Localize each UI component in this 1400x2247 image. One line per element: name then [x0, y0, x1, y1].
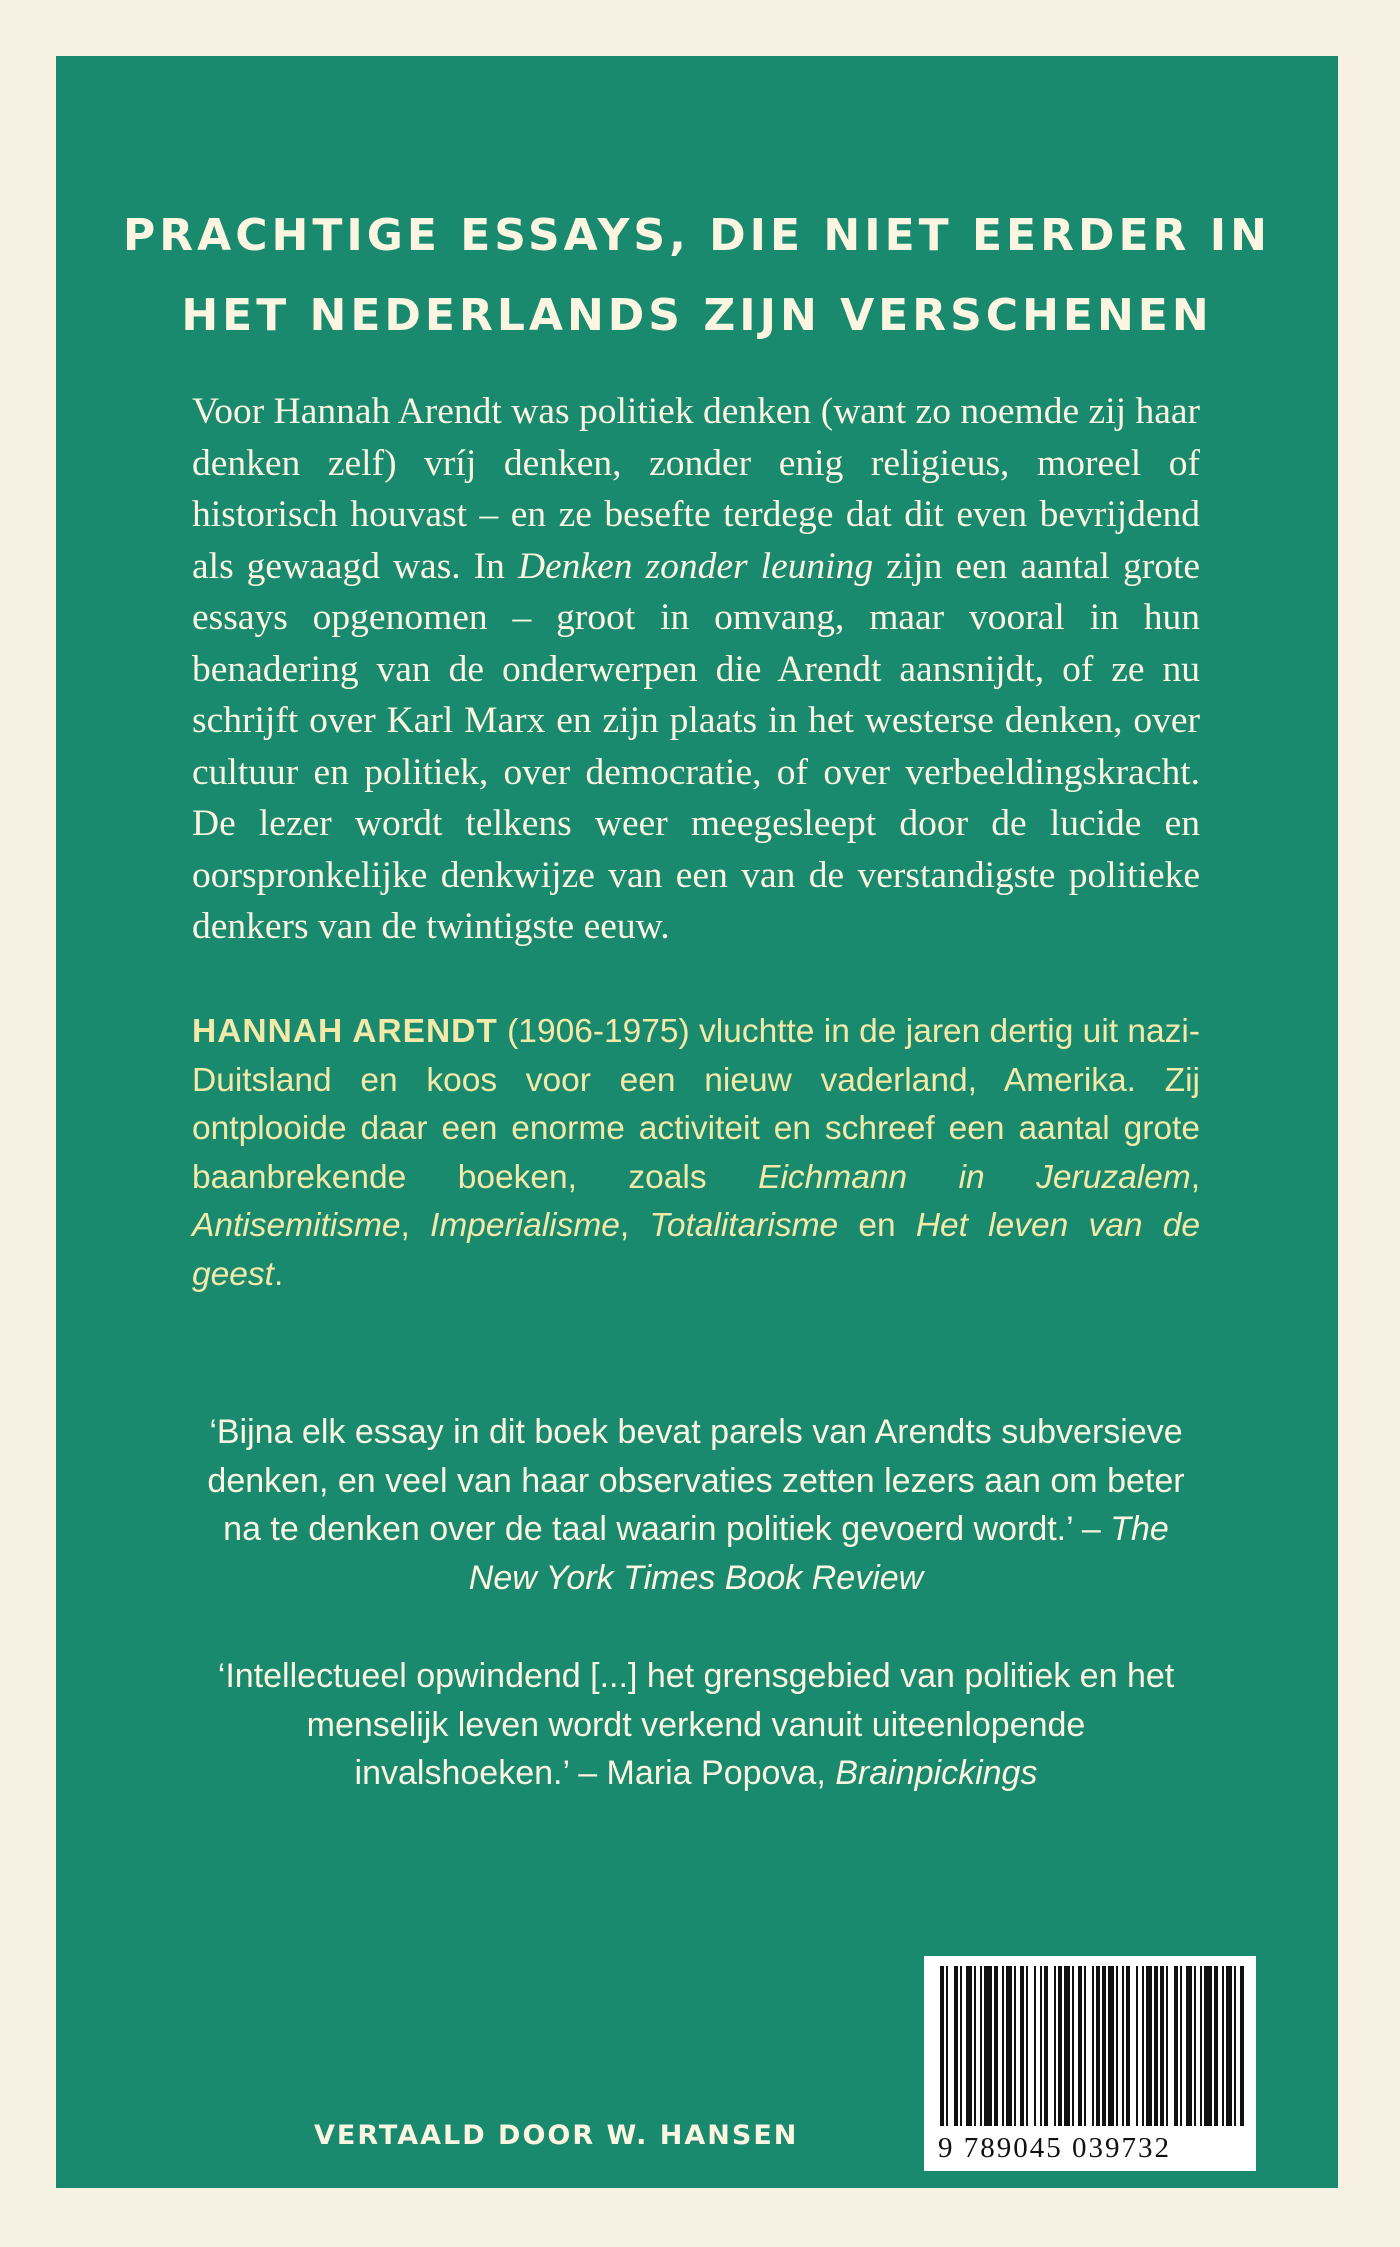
barcode-stripe: [1240, 1966, 1244, 2126]
bio-book-2: Antisemitisme: [192, 1207, 401, 1244]
barcode-stripe: [1222, 1966, 1224, 2126]
barcode: [924, 1956, 1256, 2171]
quote-1-source: The New York Times Book Review: [468, 1510, 1169, 1597]
bio-end: .: [273, 1255, 284, 1293]
quote-2-source: Brainpickings: [835, 1754, 1038, 1792]
review-quote-2: [206, 1652, 1186, 1798]
barcode-stripe: [940, 1966, 944, 2126]
review-quote-1: [206, 1408, 1186, 1602]
barcode-stripe: [1126, 1966, 1130, 2126]
barcode-stripe: [1166, 1966, 1168, 2126]
isbn-number: 9 789045 039732: [938, 2132, 1171, 2164]
barcode-stripe: [1078, 1966, 1082, 2126]
bio-sep-3: ,: [619, 1207, 650, 1244]
barcode-stripe: [1136, 1966, 1138, 2126]
bio-book-5: Het leven van de geest: [192, 1207, 1200, 1293]
barcode-stripe: [960, 1966, 962, 2126]
author-name: HANNAH ARENDT: [192, 1013, 498, 1050]
barcode-stripe: [1234, 1966, 1236, 2126]
intro-book-title: Denken zonder leuning: [517, 545, 874, 587]
barcode-stripe: [1186, 1966, 1192, 2126]
barcode-stripe: [1084, 1966, 1086, 2126]
bio-sep-2: ,: [400, 1207, 431, 1244]
barcode-stripe: [1200, 1966, 1202, 2126]
cover-panel: [56, 56, 1338, 2188]
barcode-stripe: [1214, 1966, 1218, 2126]
bio-book-1: Eichmann in Jeruzalem: [758, 1158, 1191, 1196]
barcode-stripe: [1102, 1966, 1106, 2126]
barcode-stripe: [1204, 1966, 1212, 2126]
barcode-stripe: [1154, 1966, 1158, 2126]
barcode-stripe: [966, 1966, 972, 2126]
barcode-stripe: [984, 1966, 992, 2126]
author-bio: [192, 1008, 1200, 1299]
headline-line-1: PRACHTIGE ESSAYS, DIE NIET EERDER IN: [123, 210, 1271, 261]
barcode-stripe: [946, 1966, 948, 2126]
headline-line-2: HET NEDERLANDS ZIJN VERSCHENEN: [181, 290, 1213, 341]
barcode-stripe: [1054, 1966, 1056, 2126]
quote-2-text: ‘Intellectueel opwindend [...] het grensgebied van politiek en het menselijk leven wordt verkend vanuit uiteenlopende invalshoeken.’ – Maria Popova,: [217, 1657, 1175, 1792]
barcode-stripe: [1020, 1966, 1024, 2126]
barcode-stripe: [1142, 1966, 1144, 2126]
barcode-stripe: [1072, 1966, 1074, 2126]
barcode-stripe: [974, 1966, 976, 2126]
bio-book-3: Imperialisme: [430, 1207, 620, 1244]
barcode-stripe: [1146, 1966, 1152, 2126]
barcode-stripe: [1034, 1966, 1036, 2126]
barcode-stripe: [1058, 1966, 1062, 2126]
barcode-stripe: [1092, 1966, 1094, 2126]
translator-credit: VERTAALD DOOR W. HANSEN: [314, 2120, 799, 2151]
barcode-stripe: [1194, 1966, 1196, 2126]
barcode-stripe: [1006, 1966, 1012, 2126]
barcode-stripe: [954, 1966, 958, 2126]
barcode-stripe: [1116, 1966, 1118, 2126]
bio-sep-4: en: [838, 1207, 916, 1244]
bio-book-4: Totalitarisme: [649, 1207, 839, 1244]
barcode-stripe: [1226, 1966, 1232, 2126]
intro-paragraph: [192, 386, 1200, 953]
barcode-stripe: [1180, 1966, 1182, 2126]
barcode-stripe: [1026, 1966, 1028, 2126]
quote-1-text: ‘Bijna elk essay in dit boek bevat parels van Arendts subversieve denken, en veel van haar observaties zetten lezers aan om beter na te denken over de taal waarin politiek gevoerd wordt.’ –: [207, 1413, 1185, 1548]
barcode-stripe: [1044, 1966, 1048, 2126]
bio-text: (1906-1975) vluchtte in de jaren dertig uit nazi-Duitsland en koos voor een nieuw vaderland, Amerika. Zij ontplooide daar een enorme activiteit en schreef een aantal grote baanbrekende boeken, zoals: [192, 1013, 1200, 1196]
barcode-stripe: [980, 1966, 982, 2126]
barcode-stripe: [1040, 1966, 1042, 2126]
barcode-stripe: [1064, 1966, 1070, 2126]
barcode-stripe: [1160, 1966, 1164, 2126]
headline: [56, 196, 1338, 356]
barcode-stripe: [1014, 1966, 1016, 2126]
barcode-stripe: [1122, 1966, 1124, 2126]
bio-sep-1: ,: [1190, 1158, 1200, 1196]
barcode-stripe: [994, 1966, 998, 2126]
barcode-stripe: [1174, 1966, 1178, 2126]
intro-text-1: Voor Hannah Arendt was politiek denken (want zo noemde zij haar denken zelf) vríj denken, zonder enig religieus, moreel of historisch houvast – en ze besefte terdege dat dit even bevrijdend als gewaagd was. In: [192, 391, 1200, 587]
intro-text-2: zijn een aantal grote essays opgenomen – groot in omvang, maar vooral in hun benadering van de onderwerpen die Arendt aansnijdt, of ze nu schrijft over Karl Marx en zijn plaats in het westerse denken, over cultuur en politiek, over democratie, of over verbeeldingskracht. De lezer wordt telkens weer meegesleept door de lucide en oorspronkelijke denkwijze van een van de verstandigste politieke denkers van de twintigste eeuw.: [192, 545, 1201, 947]
barcode-stripe: [1096, 1966, 1100, 2126]
barcode-stripe: [1002, 1966, 1004, 2126]
barcode-stripe: [1108, 1966, 1114, 2126]
